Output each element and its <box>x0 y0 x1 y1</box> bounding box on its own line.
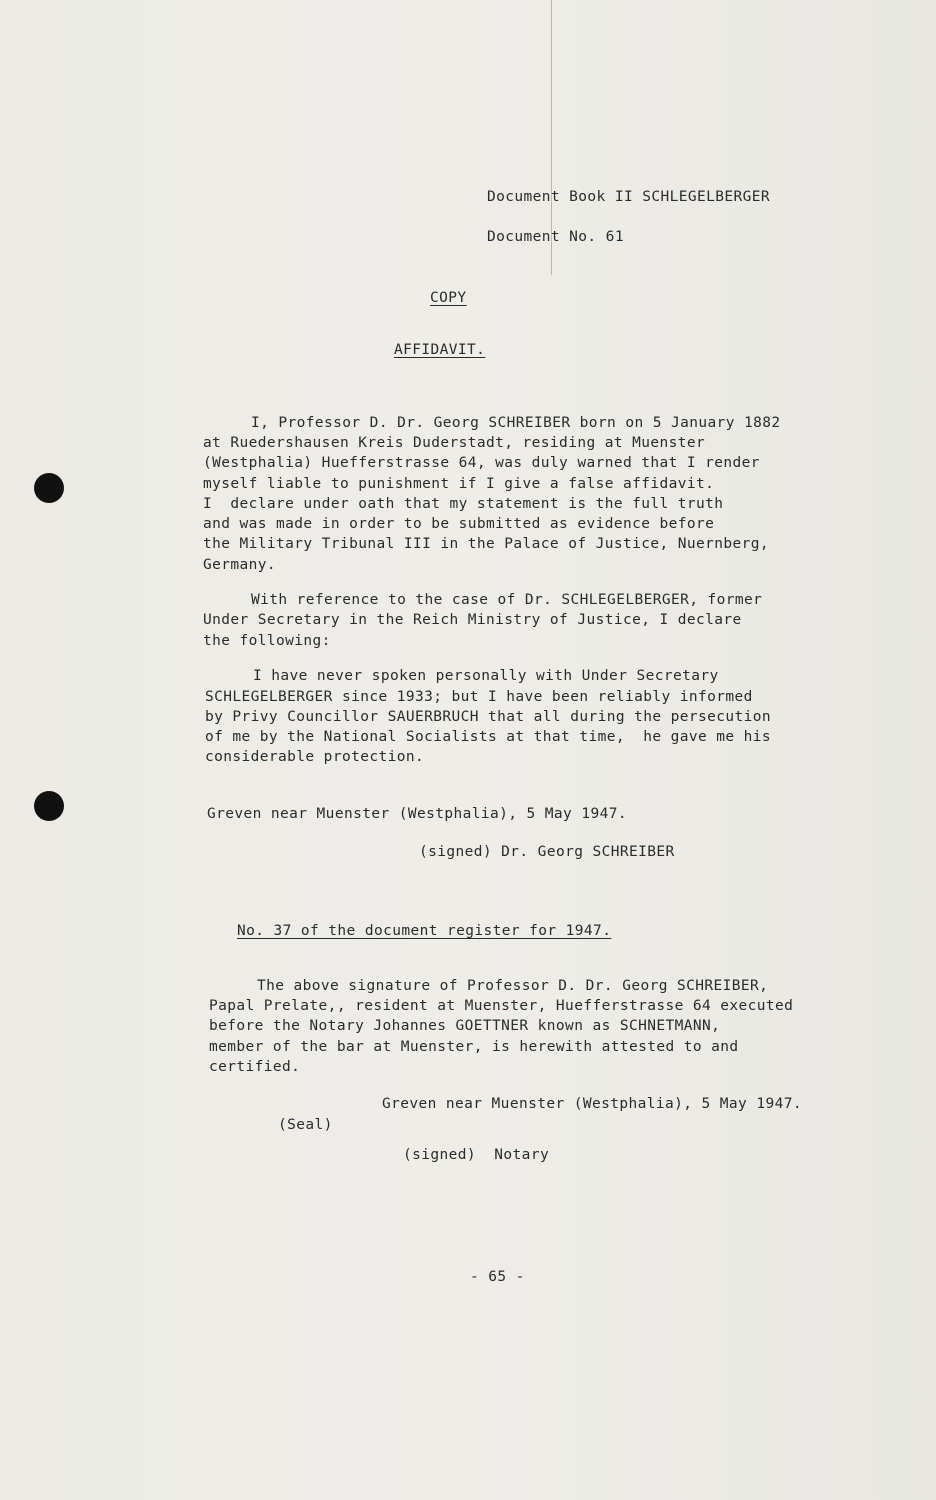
place-date-notary: Greven near Muenster (Westphalia), 5 May 1947. <box>382 1096 802 1112</box>
para3-line: by Privy Councillor SAUERBRUCH that all during the persecution <box>205 709 772 725</box>
para4-line: certified. <box>209 1059 301 1075</box>
para1-line: I declare under oath that my statement is the full truth <box>203 496 724 512</box>
para1-line: at Ruedershausen Kreis Duderstadt, residing at Muenster <box>203 435 706 451</box>
para2-line: the following: <box>203 633 331 649</box>
para1-line: myself liable to punishment if I give a false affidavit. <box>203 476 715 492</box>
para3-line: SCHLEGELBERGER since 1933; but I have been reliably informed <box>205 689 753 705</box>
para3-line: of me by the National Socialists at that time, he gave me his <box>205 729 772 745</box>
para4-line: The above signature of Professor D. Dr. Georg SCHREIBER, <box>257 978 769 994</box>
punch-hole-top <box>34 473 64 503</box>
para1-line: I, Professor D. Dr. Georg SCHREIBER born on 5 January 1882 <box>251 415 781 431</box>
signature-line: (signed) Dr. Georg SCHREIBER <box>419 844 675 860</box>
document-book-label: Document Book II SCHLEGELBERGER <box>487 189 771 205</box>
para2-line: Under Secretary in the Reich Ministry of Justice, I declare <box>203 612 742 628</box>
seal-label: (Seal) <box>278 1117 333 1133</box>
para1-line: Germany. <box>203 557 277 573</box>
place-date: Greven near Muenster (Westphalia), 5 May 1947. <box>207 806 627 822</box>
para4-line: member of the bar at Muenster, is herewith attested to and <box>209 1039 739 1055</box>
document-number: Document No. 61 <box>487 229 624 245</box>
para4-line: before the Notary Johannes GOETTNER known as SCHNETMANN, <box>209 1018 721 1034</box>
para4-line: Papal Prelate,, resident at Muenster, Huefferstrasse 64 executed <box>209 998 794 1014</box>
para1-line: (Westphalia) Huefferstrasse 64, was duly warned that I render <box>203 455 760 471</box>
para2-line: With reference to the case of Dr. SCHLEGELBERGER, former <box>251 592 763 608</box>
page-number: - 65 - <box>470 1269 525 1285</box>
punch-hole-bottom <box>34 791 64 821</box>
para1-line: the Military Tribunal III in the Palace of Justice, Nuernberg, <box>203 536 770 552</box>
para3-line: I have never spoken personally with Under Secretary <box>253 668 719 684</box>
register-heading: No. 37 of the document register for 1947. <box>237 923 612 939</box>
para1-line: and was made in order to be submitted as evidence before <box>203 516 715 532</box>
notary-signature: (signed) Notary <box>403 1147 550 1163</box>
affidavit-heading: AFFIDAVIT. <box>394 342 486 358</box>
copy-heading: COPY <box>430 290 467 306</box>
para3-line: considerable protection. <box>205 749 425 765</box>
